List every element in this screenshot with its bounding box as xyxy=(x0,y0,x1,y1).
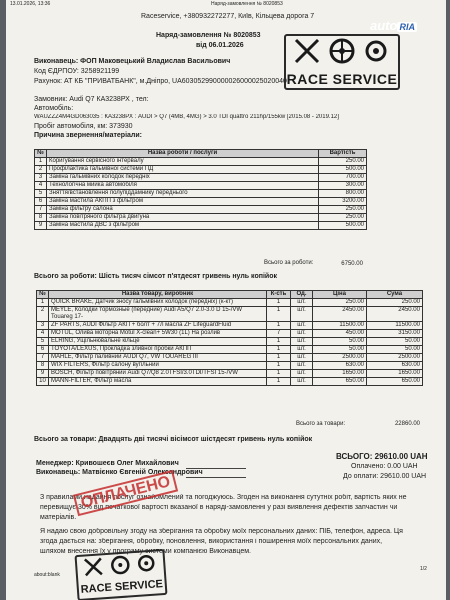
works-cell: Заміна мастила АКПП з фільтром xyxy=(47,198,319,206)
goods-header-cell: Од. xyxy=(291,291,313,299)
goods-header-cell: № xyxy=(37,291,49,299)
goods-cell: MAHLE, Фільтр паливний AUDI Q7, VW TOUAREG III xyxy=(49,354,267,362)
goods-row xyxy=(37,354,423,362)
goods-cell: 11500.00 xyxy=(367,322,423,330)
goods-cell: шт. xyxy=(291,307,313,322)
order-title: Наряд-замовлення № 8020853 xyxy=(156,32,261,39)
tools-wheel-icon xyxy=(288,36,396,66)
works-table xyxy=(34,149,367,230)
manager-line: Менеджер: Кривошеєв Олег Михайлович xyxy=(36,460,179,467)
consent-line-3: шляхом внесення їх у програму системи компанією Виконавцем. xyxy=(40,548,251,555)
goods-cell: QUICK BRAKE, Датчик зносу гальмівних колодок (передніх) (к-кт) xyxy=(49,299,267,307)
works-total-label: Всього за роботи: xyxy=(264,260,314,266)
executor-line: Виконавець: Матвієнко Євгеній Олександрович xyxy=(36,469,203,476)
works-row xyxy=(35,190,367,198)
goods-cell: 2 xyxy=(37,307,49,322)
goods-total-value: 22860.00 xyxy=(394,421,420,427)
works-cell: Заміна повітряного фільтра двигуна xyxy=(47,214,319,222)
goods-cell: 1 xyxy=(267,370,291,378)
goods-cell: 10 xyxy=(37,378,49,386)
contractor-edrpou: Код ЄДРПОУ: 3258921199 xyxy=(34,68,120,75)
works-row xyxy=(35,198,367,206)
goods-cell: 1650.00 xyxy=(367,370,423,378)
works-cell: 500.00 xyxy=(319,166,367,174)
goods-cell: 1 xyxy=(267,299,291,307)
works-row xyxy=(35,206,367,214)
works-total-value: 6750.00 xyxy=(341,261,363,267)
goods-cell: 1 xyxy=(267,338,291,346)
works-cell: Заміна гальмівних колодок передніх xyxy=(47,174,319,182)
goods-cell: 650.00 xyxy=(313,378,367,386)
contractor-account: Рахунок: АТ КБ "ПРИВАТБАНК", м.Дніпро, UA603052990000026000025020040 xyxy=(34,78,287,85)
goods-row xyxy=(37,307,423,322)
works-total-words: Всього за роботи: Шість тисяч сімсот п'ятдесят гривень нуль копійок xyxy=(34,273,277,280)
goods-cell: TOYOTA/LEXUS, Прокладка зливної пробки АКПП xyxy=(49,346,267,354)
works-header-cell: № xyxy=(35,150,47,158)
terms-line-1: З правилами надання послуг ознайомлений та погоджуюсь. Згоден на виконання сутутніх робіт, вартість яких не xyxy=(40,494,407,501)
works-cell: 4 xyxy=(35,182,47,190)
reason-label: Причина звернення/матеріали: xyxy=(34,132,143,139)
grand-total: ВСЬОГО: 29610.00 UAH xyxy=(336,452,428,461)
works-cell: Зняття/встановлення полупіддамнику переднього xyxy=(47,190,319,198)
goods-cell: 50.00 xyxy=(313,346,367,354)
works-cell: Коригування сервісного інтервалу xyxy=(47,158,319,166)
goods-cell: 1 xyxy=(267,322,291,330)
works-row xyxy=(35,182,367,190)
works-row xyxy=(35,222,367,230)
goods-row xyxy=(37,346,423,354)
goods-cell: шт. xyxy=(291,299,313,307)
works-cell: Профілактика гальмівної системи ПД xyxy=(47,166,319,174)
works-cell: 9 xyxy=(35,222,47,230)
goods-cell: 250.00 xyxy=(367,299,423,307)
watermark-ria: RIA xyxy=(399,21,415,32)
goods-cell: 630.00 xyxy=(367,362,423,370)
goods-total-label: Всього за товари: xyxy=(296,421,346,427)
paid-stamp: ОПЛАЧЕНО xyxy=(73,470,179,516)
goods-header-cell: Сума xyxy=(367,291,423,299)
goods-cell: 5 xyxy=(37,338,49,346)
goods-cell: WIX FILTERS, Фільтр салону вугільний xyxy=(49,362,267,370)
goods-header-row xyxy=(37,291,423,299)
goods-cell: 1 xyxy=(267,346,291,354)
goods-cell: 50.00 xyxy=(367,346,423,354)
consent-line-2: згода дається на: зберігання, обробку, поновлення, використання і поширення моїх персональних даних, xyxy=(40,538,383,545)
works-cell: 250.00 xyxy=(319,206,367,214)
works-cell: 800.00 xyxy=(319,190,367,198)
works-cell: 250.00 xyxy=(319,158,367,166)
works-row xyxy=(35,214,367,222)
works-header-cell: Вартість xyxy=(319,150,367,158)
works-header-cell: Назва роботи / послуги xyxy=(47,150,319,158)
terms-line-2: перевищує 30% від початкової вартості вказаної в наряді-замовленні у разі виявлення дефектів запчастин чи xyxy=(40,504,398,511)
goods-row xyxy=(37,299,423,307)
goods-cell: 8 xyxy=(37,362,49,370)
works-row xyxy=(35,158,367,166)
goods-cell: 6 xyxy=(37,346,49,354)
works-row xyxy=(35,166,367,174)
race-service-stamp-top xyxy=(284,34,400,90)
goods-cell: 2450.00 xyxy=(367,307,423,322)
works-cell: 3 xyxy=(35,174,47,182)
goods-cell: 11500.00 xyxy=(313,322,367,330)
goods-row xyxy=(37,378,423,386)
goods-cell: 1 xyxy=(267,307,291,322)
works-header-row xyxy=(35,150,367,158)
goods-cell: ELRING, Ущільнювальне кільце xyxy=(49,338,267,346)
works-cell: Заміна фільтру салона xyxy=(47,206,319,214)
print-title: Наряд-замовлення № 8020853 xyxy=(211,1,283,7)
goods-header-cell: Назва товару, виробник xyxy=(49,291,267,299)
tools-wheel-icon-small xyxy=(79,551,162,579)
goods-row xyxy=(37,362,423,370)
works-cell: Заміна мастила ДВС з фільтром xyxy=(47,222,319,230)
contractor-name: Виконавець: ФОП Маковецький Владислав Васильович xyxy=(34,58,231,65)
terms-line-3: матеріалів. xyxy=(40,514,77,521)
goods-cell: шт. xyxy=(291,362,313,370)
goods-row xyxy=(37,322,423,330)
works-cell: 250.00 xyxy=(319,214,367,222)
order-date: від 06.01.2026 xyxy=(196,42,244,49)
goods-cell: 1650.00 xyxy=(313,370,367,378)
works-cell: 3200.00 xyxy=(319,198,367,206)
print-timestamp: 13.01.2026, 13:36 xyxy=(10,1,51,7)
goods-cell: 9 xyxy=(37,370,49,378)
goods-cell: ZF PARTS, AUDI Фільтр АКП + болт + 7л масла ZF LifeguardFluid xyxy=(49,322,267,330)
works-cell: 8 xyxy=(35,214,47,222)
goods-cell: 2450.00 xyxy=(313,307,367,322)
customer-line: Замовник: Audi Q7 КА3238РХ , тел: xyxy=(34,96,149,103)
goods-cell: MOTUL, Олива моторна Motul X-clean+ 5W30 (1L) На розлив xyxy=(49,330,267,338)
goods-cell: шт. xyxy=(291,370,313,378)
seller-line: Raceservice, +380932272277, Київ, Кільцева дорога 7 xyxy=(141,13,315,20)
goods-cell: шт. xyxy=(291,378,313,386)
goods-header-cell: К-сть xyxy=(267,291,291,299)
goods-cell: 3150.00 xyxy=(367,330,423,338)
works-cell: Технологічна мийка автомобіля xyxy=(47,182,319,190)
goods-cell: 450.00 xyxy=(313,330,367,338)
stamp-text: RACE SERVICE xyxy=(286,71,398,87)
goods-row xyxy=(37,370,423,378)
goods-cell: 50.00 xyxy=(313,338,367,346)
goods-cell: шт. xyxy=(291,330,313,338)
goods-cell: MANN-FILTER, Фільтр масла xyxy=(49,378,267,386)
goods-table xyxy=(36,290,423,386)
watermark-auto: auto xyxy=(370,18,398,33)
mileage-line: Пробіг автомобіля, км: 373930 xyxy=(34,123,133,130)
goods-cell: шт. xyxy=(291,338,313,346)
goods-cell: 1 xyxy=(37,299,49,307)
stamp-text-bottom: RACE SERVICE xyxy=(80,578,164,596)
goods-cell: 2500.00 xyxy=(367,354,423,362)
goods-cell: 250.00 xyxy=(313,299,367,307)
paid-amount: Оплачено: 0.00 UAH xyxy=(351,463,418,470)
works-cell: 1 xyxy=(35,158,47,166)
goods-cell: 50.00 xyxy=(367,338,423,346)
works-cell: 5 xyxy=(35,190,47,198)
goods-cell: 1 xyxy=(267,362,291,370)
goods-cell: 1 xyxy=(267,354,291,362)
goods-cell: шт. xyxy=(291,322,313,330)
goods-cell: MEYLE, Колодки тормозные (передние) Audi A5/Q7 2.0-3.0 D 15-/VW Touareg 17- xyxy=(49,307,267,322)
goods-row xyxy=(37,338,423,346)
goods-cell: шт. xyxy=(291,346,313,354)
footer-url: about:blank xyxy=(34,572,60,578)
works-cell: 2 xyxy=(35,166,47,174)
goods-cell: 630.00 xyxy=(313,362,367,370)
works-cell: 7 xyxy=(35,206,47,214)
goods-row xyxy=(37,330,423,338)
goods-cell: 650.00 xyxy=(367,378,423,386)
autoria-watermark xyxy=(370,18,438,38)
goods-cell: 3 xyxy=(37,322,49,330)
vin-line: WAUZZZ4M4GD063035 : КА3238РХ : AUDI > Q7 (4MB, 4MG) > 3.0 TDI quattro 211hp/155kw [2015.08 - 2019.12] xyxy=(34,114,339,120)
manager-signature-line xyxy=(186,468,246,469)
works-cell: 700.00 xyxy=(319,174,367,182)
car-label: Автомобіль: xyxy=(34,105,74,112)
invoice-sheet xyxy=(6,0,446,600)
goods-cell: BOSCH, Фільтр повітряний Audi Q7/Q8 2.0TFSI/3.0TDI/TFSI 15-/VW xyxy=(49,370,267,378)
goods-header-cell: Ціна xyxy=(313,291,367,299)
goods-cell: шт. xyxy=(291,354,313,362)
footer-page: 1/2 xyxy=(420,566,427,572)
works-cell: 500.00 xyxy=(319,222,367,230)
goods-cell: 7 xyxy=(267,330,291,338)
works-cell: 300.00 xyxy=(319,182,367,190)
goods-total-words: Всього за товари: Двадцять дві тисячі вісімсот шістдесят гривень нуль копійок xyxy=(34,436,313,443)
works-cell: 6 xyxy=(35,198,47,206)
to-pay-amount: До оплати: 29610.00 UAH xyxy=(343,473,427,480)
executor-signature-line xyxy=(186,477,246,478)
race-service-stamp-bottom xyxy=(75,549,168,600)
goods-cell: 4 xyxy=(37,330,49,338)
goods-cell: 1 xyxy=(267,378,291,386)
consent-line-1: Я надаю свою добровільну згоду на зберігання та обробку моїх персональних даних: ПІБ, телефон, адреса. Ця xyxy=(40,528,403,535)
goods-cell: 7 xyxy=(37,354,49,362)
works-row xyxy=(35,174,367,182)
goods-cell: 2500.00 xyxy=(313,354,367,362)
